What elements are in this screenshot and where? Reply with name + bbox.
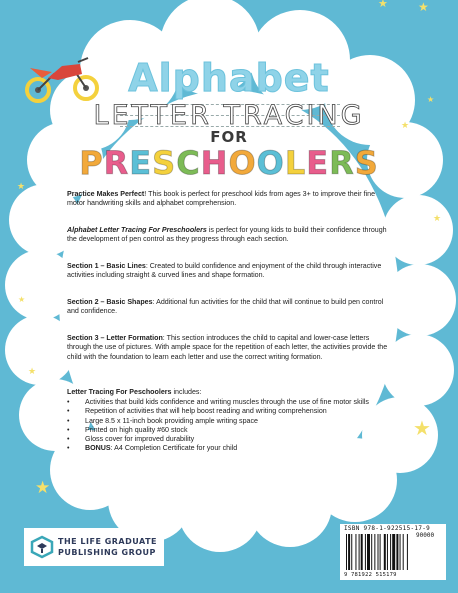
star-icon: ★ [35,478,51,498]
title-letter: E [306,144,330,182]
title-letter-tracing: LETTER TRACING [93,100,365,131]
title-letter: S [354,144,379,182]
title-for: FOR [210,128,248,146]
publisher-logo-icon [30,535,54,559]
barcode-bar [390,534,391,570]
barcode-bar [384,534,386,570]
title-letter: H [200,144,229,182]
title-letter: P [79,144,104,182]
list-item: • Activities that build kids confidence and writing muscles through the use of fine motor skills [67,398,393,407]
title-alphabet: Alphabet [128,56,330,100]
paragraph-section-1: Section 1 – Basic Lines: Created to build confidence and enjoyment of the child through interactive activities including straight & curved lines and shape formation. [67,262,382,280]
title-letter: C [176,144,201,182]
star-icon: ★ [427,95,435,104]
barcode-bar [392,534,395,570]
barcode-bar [348,534,350,570]
barcode-bar [407,534,408,570]
barcode-bar [371,534,372,570]
star-icon: ★ [17,182,26,192]
features-list [67,398,393,454]
barcode-bar [378,534,379,570]
list-item: • Printed on high quality #60 stock [67,426,393,435]
barcode-bar [403,534,404,570]
publisher-name: THE LIFE GRADUATE PUBLISHING GROUP [58,537,157,557]
star-icon: ★ [418,0,429,14]
paragraph-section-2: Section 2 – Basic Shapes: Additional fun activities for the child that will continue to build pen control and confidence. [67,298,384,316]
paragraph-overview: Alphabet Letter Tracing For Preschoolers is perfect for young kids to build their confidence through the development of pen control as they progress through each section. [67,226,387,244]
barcode-bars [346,534,442,572]
barcode-bar [359,534,360,570]
price-code: 90000 [416,532,435,539]
barcode-bar [365,534,366,570]
list-item: • Large 8.5 x 11-inch book providing ample writing space [67,417,393,426]
barcode-bar [351,534,352,570]
star-icon: ★ [378,0,388,10]
title-letter: O [256,144,285,182]
list-item: • Gloss cover for improved durability [67,435,393,444]
isbn-barcode [340,524,446,580]
barcode-bar [396,534,398,570]
star-icon: ★ [401,121,410,131]
barcode-bar [361,534,363,570]
barcode-number: 9 781922 515179 [344,572,397,578]
barcode-bar [400,534,401,570]
title-letter: L [284,144,307,182]
publisher-logo [24,528,164,566]
isbn-text: ISBN 978-1-922515-17-9 [344,525,431,532]
barcode-bar [387,534,388,570]
barcode-bar [346,534,347,570]
title-letter: R [103,144,130,182]
barcode-bar [380,534,381,570]
title-letter: O [228,144,257,182]
barcode-bar [374,534,375,570]
title-letter: E [129,144,153,182]
title-preschoolers [0,144,458,182]
star-icon: ★ [433,214,442,224]
barcode-bar [367,534,370,570]
barcode-bar [355,534,356,570]
list-item: • Repetition of activities that will help boost reading and writing comprehension [67,407,393,416]
includes-heading: Letter Tracing For Peschoolers includes: [67,388,202,396]
paragraph-intro: Practice Makes Perfect! This book is perfect for preschool kids from ages 3+ to improve their fine motor handwriting skills and alphabet comprehension. [67,190,376,208]
star-icon: ★ [18,295,26,304]
paragraph-section-3: Section 3 – Letter Formation: This section introduces the child to capital and lower-case letters through the use of pictures. With ample space for the repetition of each letter, the activities provide the child with the foundation to learn each letter and use the correct writing formation. [67,334,388,361]
list-item: • BONUS: A4 Completion Certificate for your child [67,444,393,453]
title-letter: R [329,144,355,182]
title-letter: S [152,144,177,182]
star-icon: ★ [28,367,37,377]
star-icon: ★ [413,416,431,440]
